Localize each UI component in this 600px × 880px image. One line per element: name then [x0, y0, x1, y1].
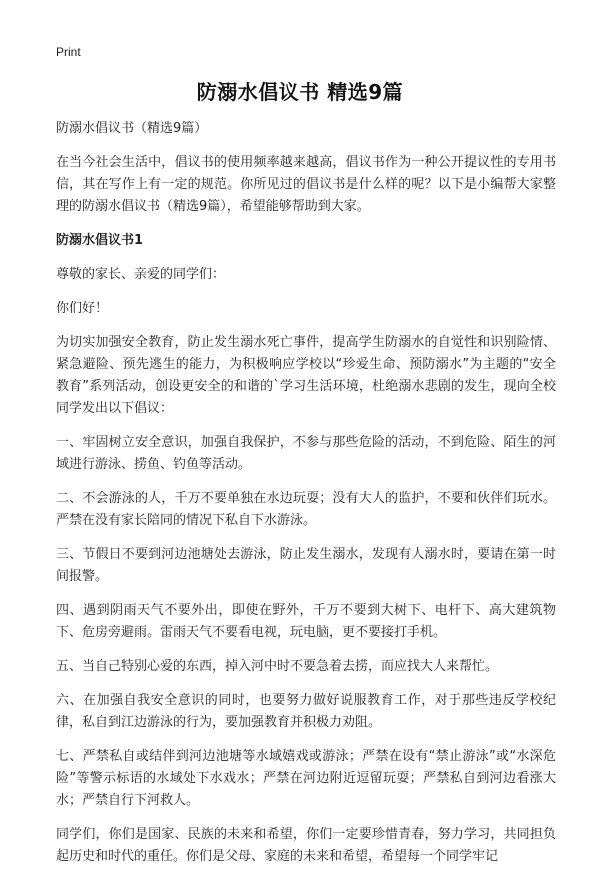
- intro-paragraph: 在当今社会生活中，倡议书的使用频率越来越高，倡议书作为一种公开提议性的专用书信，其在写作上有一定的规范。你所见过的倡议书是什么样的呢？以下是小编帮大家整理的防溺水倡议书（精选9篇），希望能够帮助到大家。: [56, 155, 556, 214]
- proposal-item-1: 一、牢固树立安全意识，加强自我保护，不参与那些危险的活动，不到危险、陌生的河域进行游泳、捞鱼、钓鱼等活动。: [56, 435, 556, 472]
- section-heading: 防溺水倡议书1: [56, 233, 144, 248]
- page-title: 防溺水倡议书 精选9篇: [196, 80, 404, 104]
- proposal-item-6: 六、在加强自我安全意识的同时，也要努力做好说服教育工作，对于那些违反学校纪律，私自到江边游泳的行为，要加强教育并积极力劝阻。: [56, 693, 556, 730]
- subtitle: 防溺水倡议书（精选9篇）: [56, 121, 208, 136]
- greeting: 你们好！: [56, 301, 109, 316]
- body-paragraph: 为切实加强安全教育，防止发生溺水死亡事件，提高学生防溺水的自觉性和识别险情、紧急避险、预先逃生的能力，为积极响应学校以“珍爱生命、预防溺水”为主题的“安全教育”系列活动，创设更安全的和谐的`学习生活环境，杜绝溺水悲剧的发生，现向全校同学发出以下倡议：: [56, 335, 556, 416]
- print-link[interactable]: Print: [56, 45, 81, 59]
- proposal-item-3: 三、节假日不要到河边池塘处去游泳，防止发生溺水，发现有人溺水时，要请在第一时间报警。: [56, 547, 556, 584]
- salutation: 尊敬的家长、亲爱的同学们：: [56, 267, 226, 282]
- proposal-item-4: 四、遇到阴雨天气不要外出，即使在野外，千万不要到大树下、电杆下、高大建筑物下、危房旁避雨。雷雨天气不要看电视，玩电脑，更不要接打手机。: [56, 603, 556, 640]
- closing-paragraph: 同学们，你们是国家、民族的未来和希望，你们一定要珍惜青春，努力学习，共同担负起历史和时代的重任。你们是父母、家庭的未来和希望，希望每一个同学牢记: [56, 827, 556, 864]
- proposal-item-7: 七、严禁私自或结伴到河边池塘等水域嬉戏或游泳；严禁在设有“禁止游泳”或“水深危险”等警示标语的水域处下水戏水；严禁在河边附近逗留玩耍；严禁私自到河边看涨大水；严禁自行下河救人。: [56, 749, 556, 808]
- proposal-item-2: 二、不会游泳的人，千万不要单独在水边玩耍；没有大人的监护，不要和伙伴们玩水。严禁在没有家长陪同的情况下私自下水游泳。: [56, 491, 556, 528]
- proposal-item-5: 五、当自己特别心爱的东西，掉入河中时不要急着去捞，而应找大人来帮忙。: [56, 659, 499, 674]
- document-body: [56, 118, 556, 880]
